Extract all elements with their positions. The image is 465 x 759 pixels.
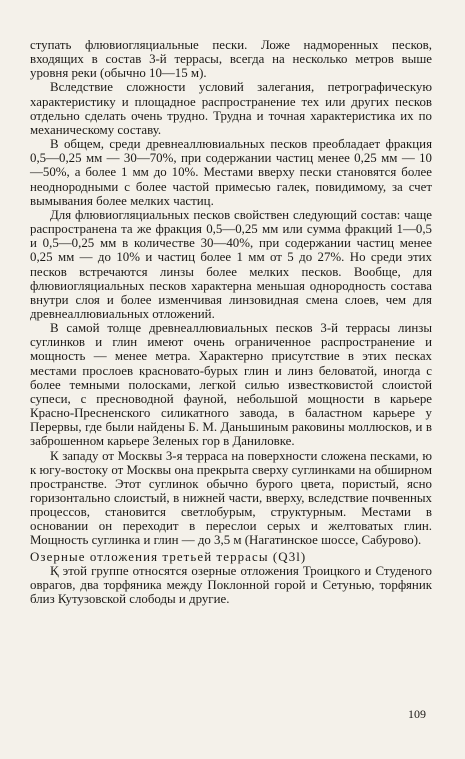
section-heading-lake-deposits: Озерные отложения третьей террасы (Q3l)	[30, 549, 307, 564]
paragraph-alluvial-fractions: В общем, среди древнеаллювиальных песков преобладает фракция 0,5—0,25 мм — 30—70%, при содержании частиц менее 0,25 мм — 10—50%, а более 1 мм до 10%. Местами вверху пески становятся более неоднородными с более частой примесью галек, повидимому, за счет вымывания более мелких частиц.	[30, 137, 432, 208]
paragraph-petrographic-difficulty: Вследствие сложности условий залегания, петрографическую характеристику и площадное распространение тех или других песков отдельно сделать очень трудно. Трудна и точная характеристика их по механическому составу.	[30, 80, 432, 137]
paragraph-loam-lenses: В самой толще древнеаллювиальных песков 3-й террасы линзы суглинков и глин имеют очень ограниченное распространение и мощность — менее метра. Характерно присутствие в этих песках местами прослоев красновато-бурых глин и линз беловатой, иногда с более темными полосками, легкой силью известковистой слоистой супеси, с пресноводной фауной, небольшой мощности в карьере Красно-Пресненского силикатного завода, в баластном карьере у Перервы, где были найдены Б. М. Даньшиным раковины моллюсков, и в заброшенном карьере Зеленых гор в Даниловке.	[30, 321, 432, 449]
page-number: 109	[408, 707, 426, 721]
paragraph-sands-continuation: ступать флювиогляциальные пески. Ложе надморенных песков, входящих в состав 3-й террасы, всегда на несколько метров выше уровня реки (обычно 10—15 м).	[30, 38, 432, 81]
paragraph-fluvioglacial-composition: Для флювиогляциальных песков свойствен следующий состав: чаще распространена та же фракция 0,5—0,25 мм или сумма фракций 1—0,5 и 0,5—0,25 мм в количестве 30—40%, при содержании частиц менее 0,25 мм — до 10% и частиц более 1 мм от 5 до 27%. Но среди этих песков встречаются линзы более мелких песков. Вообще, для флювиогляциальных песков характерна меньшая однородность состава внутри слоя и более изменчивая линзовидная смена слоев, чем для древнеаллювиальных отложений.	[30, 207, 432, 321]
paragraph-lake-deposits: Қ этой группе относятся озерные отложения Троицкого и Студеного оврагов, два торфяника между Поклонной горой и Сетунью, торфяник близ Кутузовской слободы и другие.	[30, 563, 432, 607]
paragraph-west-of-moscow: К западу от Москвы 3-я терраса на поверхности сложена песками, ю к югу-востоку от Москвы она прекрыта сверху суглинками на обширном пространстве. Этот суглинок обычно бурого цвета, пористый, ясно горизонтально слоистый, в нижней части, вверху, вследствие почвенных процессов, становится светлобурым, структурным. Местами в основании он переходит в переслои серых и желтоватых глин. Мощность суглинка и глин — до 3,5 м (Нагатинское шоссе, Сабурово).	[30, 448, 432, 548]
